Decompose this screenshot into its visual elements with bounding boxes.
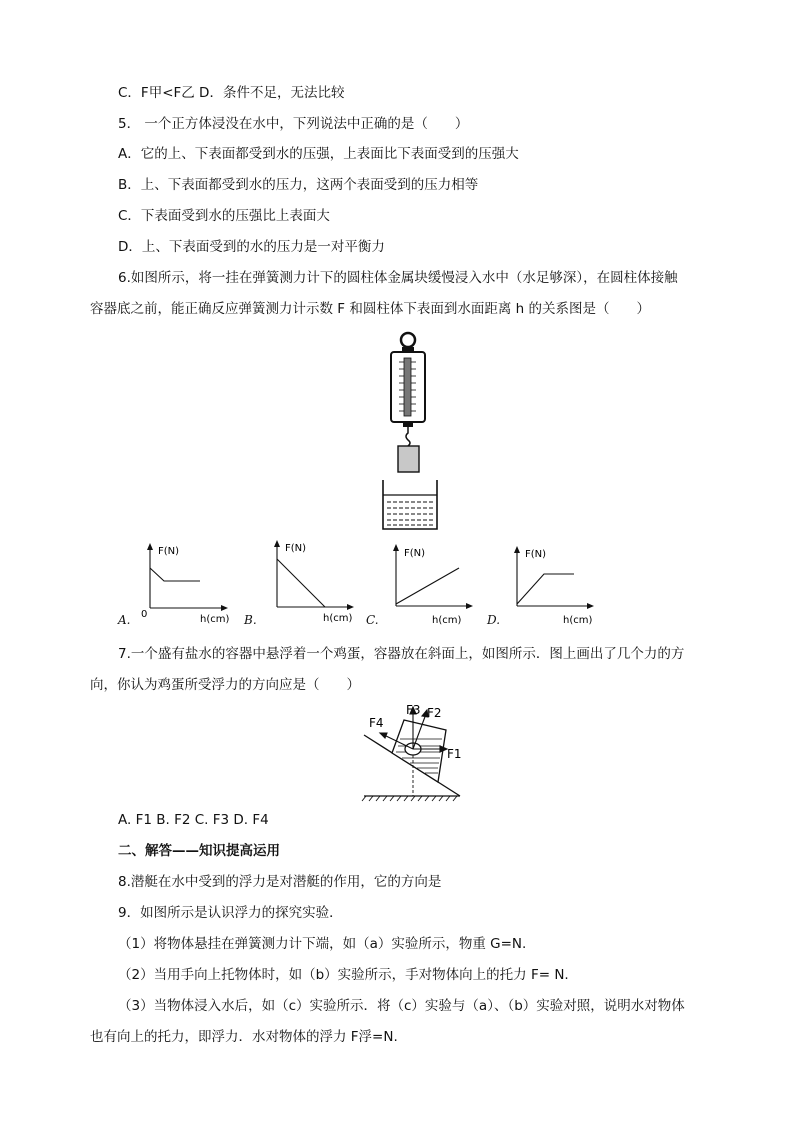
q5-stem: 5． 一个正方体浸没在水中，下列说法中正确的是（ ） xyxy=(118,116,469,132)
graph-a-origin: 0 xyxy=(141,609,148,620)
q7-stem-line2: 向，你认为鸡蛋所受浮力的方向应是（ ） xyxy=(90,677,360,693)
q9-part3-line2: 也有向上的托力，即浮力．水对物体的浮力 F浮=N. xyxy=(90,1029,398,1045)
section-2-heading: 二、解答——知识提高运用 xyxy=(118,843,280,859)
q8-stem: 8.潜艇在水中受到的浮力是对潜艇的作用，它的方向是 xyxy=(118,874,442,890)
graph-a-y-label: F(N) xyxy=(158,546,180,557)
graph-c-x-label: h(cm) xyxy=(432,615,462,625)
q4-options-cd: C．F甲<F乙 D．条件不足，无法比较 xyxy=(118,85,345,101)
q9-part1: （1）将物体悬挂在弹簧测力计下端，如（a）实验所示，物重 G=N. xyxy=(118,936,527,952)
q5-option-a: A．它的上、下表面都受到水的压强，上表面比下表面受到的压强大 xyxy=(118,146,519,162)
q6-stem-line2: 容器底之前，能正确反应弹簧测力计示数 F 和圆柱体下表面到水面距离 h 的关系图是（ ） xyxy=(90,301,650,317)
q7-options: A. F1 B. F2 C. F3 D. F4 xyxy=(118,812,269,828)
graph-option-b[interactable] xyxy=(268,535,358,625)
q9-part3-line1: （3）当物体浸入水后，如（c）实验所示．将（c）实验与（a）、（b）实验对照，说明水对物体 xyxy=(118,998,685,1014)
graph-c-option-label: C. xyxy=(366,613,379,627)
graph-d-option-label: D. xyxy=(487,613,501,627)
q7-stem-line1: 7.一个盛有盐水的容器中悬浮着一个鸡蛋，容器放在斜面上，如图所示．图上画出了几个力的方 xyxy=(118,646,685,662)
spring-scale-figure xyxy=(375,330,445,535)
graph-b-y-label: F(N) xyxy=(285,543,307,554)
graph-a-x-label: h(cm) xyxy=(200,614,230,625)
egg-incline-figure xyxy=(360,700,465,802)
graph-b-option-label: B. xyxy=(244,613,257,627)
graph-d-x-label: h(cm) xyxy=(563,615,593,626)
q5-option-d: D．上、下表面受到的水的压力是一对平衡力 xyxy=(118,239,385,255)
graph-b-x-label: h(cm) xyxy=(323,613,353,624)
force-label-f4: F4 xyxy=(369,716,384,730)
force-label-f1: F1 xyxy=(447,747,462,761)
q5-option-c: C．下表面受到水的压强比上表面大 xyxy=(118,208,330,224)
q9-part2: （2）当用手向上托物体时，如（b）实验所示，手对物体向上的托力 F= N. xyxy=(118,967,569,983)
graph-option-a[interactable] xyxy=(140,540,240,625)
graph-d-y-label: F(N) xyxy=(525,549,547,560)
graph-option-d[interactable] xyxy=(508,542,603,627)
graph-a-option-label: A. xyxy=(118,613,131,627)
force-label-f2: F2 xyxy=(427,706,442,720)
q6-stem-line1: 6.如图所示，将一挂在弹簧测力计下的圆柱体金属块缓慢浸入水中（水足够深），在圆柱体接触 xyxy=(118,270,678,286)
graph-c-y-label: F(N) xyxy=(404,548,426,559)
q9-stem: 9．如图所示是认识浮力的探究实验． xyxy=(118,905,343,921)
graph-option-c[interactable] xyxy=(387,540,487,625)
q5-option-b: B．上、下表面都受到水的压力，这两个表面受到的压力相等 xyxy=(118,177,479,193)
force-label-f3: F3 xyxy=(406,703,421,717)
